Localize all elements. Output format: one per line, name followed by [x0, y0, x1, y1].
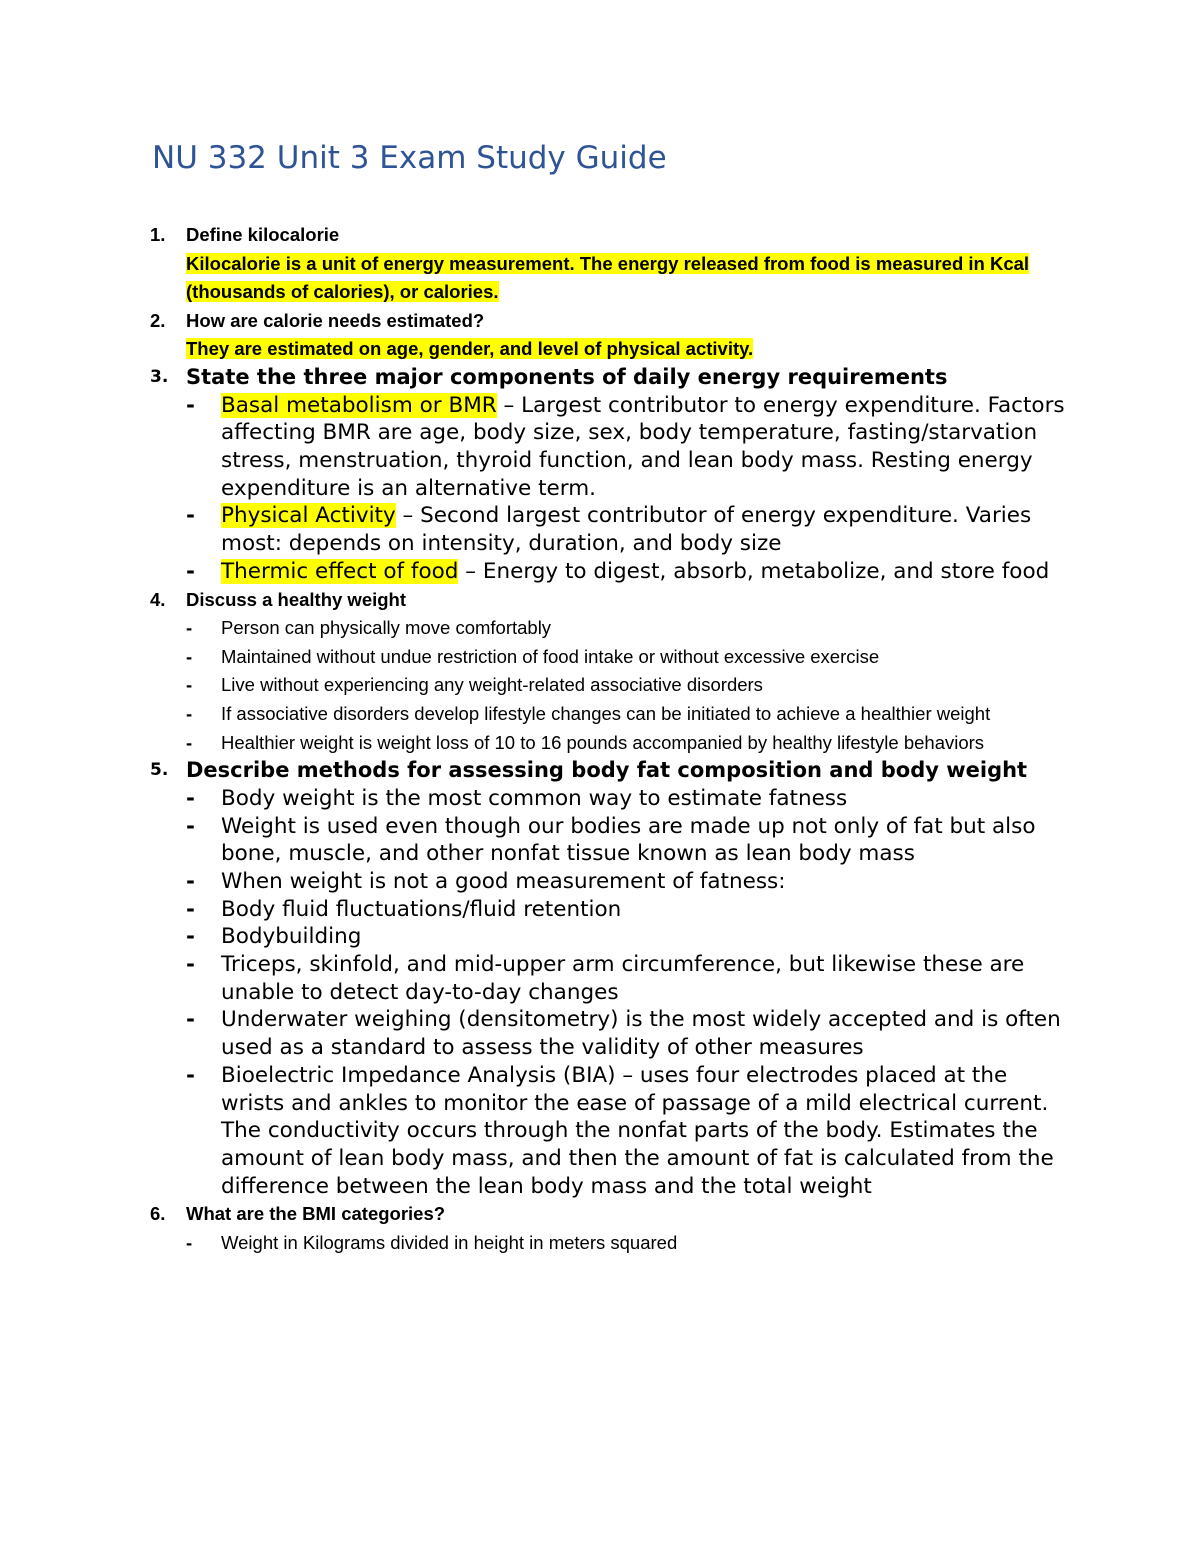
- question-number: 4.: [150, 588, 166, 610]
- item-text: When weight is not a good measurement of fatness:: [221, 868, 786, 894]
- bullet-dash: -: [186, 702, 193, 724]
- answer-text: [186, 335, 1071, 364]
- question-number: 6.: [150, 1203, 166, 1225]
- item-text: Healthier weight is weight loss of 10 to 16 pounds accompanied by healthy lifestyle behaviors: [221, 731, 985, 753]
- bullet-dash: -: [186, 674, 193, 696]
- bullet-dash: -: [186, 1062, 195, 1088]
- question-5: [146, 757, 1071, 1200]
- item-text: Maintained without undue restriction of food intake or without excessive exercise: [221, 645, 880, 667]
- item-text: Triceps, skinfold, and mid-upper arm circumference, but likewise these are unable to detect day-to-day changes: [221, 952, 1025, 1005]
- list-item: [186, 700, 1071, 729]
- question-text: Discuss a healthy weight: [186, 588, 407, 610]
- bullet-list: [186, 1229, 1071, 1258]
- bullet-list: [186, 392, 1071, 586]
- question-1: [146, 221, 1071, 307]
- item-text: If associative disorders develop lifestyle changes can be initiated to achieve a healthier weight: [221, 702, 991, 724]
- question-text: Describe methods for assessing body fat composition and body weight: [186, 758, 1028, 783]
- bullet-dash: -: [186, 1232, 193, 1253]
- item-text: Person can physically move comfortably: [221, 617, 552, 639]
- bullet-list: [186, 614, 1071, 757]
- item-text: – Largest contributor to energy expenditure. Factors affecting BMR are age, body size, sex, body temperature, fasting/starvation stress, menstruation, thyroid function, and lean body mass. Resting energy expenditure is an alternative term.: [221, 392, 1065, 501]
- bullet-dash: -: [186, 731, 193, 753]
- question-2: [146, 307, 1071, 364]
- item-text: Underwater weighing (densitometry) is the most widely accepted and is often used as a standard to assess the validity of other measures: [221, 1007, 1061, 1061]
- item-text: Body weight is the most common way to estimate fatness: [221, 785, 848, 811]
- bullet-dash: -: [186, 645, 193, 667]
- question-text: What are the BMI categories?: [186, 1203, 446, 1225]
- bullet-list: [186, 785, 1071, 1201]
- list-item: [186, 502, 1071, 557]
- bullet-dash: -: [186, 1007, 195, 1033]
- list-item: [186, 923, 1071, 951]
- item-text: Bioelectric Impedance Analysis (BIA) – uses four electrodes placed at the wrists and ankles to monitor the ease of passage of a mild electrical current. The conductivity occurs through the nonfat parts of the body. Estimates the amount of lean body mass, and then the amount of fat is calculated from the difference between the lean body mass and the total weight: [221, 1062, 1054, 1199]
- bullet-dash: -: [186, 868, 195, 894]
- highlighted-answer: Kilocalorie is a unit of energy measurement. The energy released from food is measured in Kcal (thousands of calories), or calories.: [186, 252, 1030, 303]
- item-text: Body fluid fluctuations/fluid retention: [221, 896, 622, 922]
- highlighted-term: Physical Activity: [221, 503, 396, 529]
- question-3: [146, 364, 1071, 586]
- list-item: [186, 729, 1071, 758]
- page-title: NU 332 Unit 3 Exam Study Guide: [152, 140, 667, 176]
- item-text: – Energy to digest, absorb, metabolize, and store food: [458, 558, 1050, 584]
- list-item: [186, 1229, 1071, 1258]
- highlighted-answer: They are estimated on age, gender, and level of physical activity.: [186, 338, 754, 360]
- item-text: Weight in Kilograms divided in height in meters squared: [221, 1232, 678, 1253]
- item-text: Live without experiencing any weight-related associative disorders: [221, 674, 763, 696]
- list-item: [186, 392, 1071, 503]
- list-item: [186, 896, 1071, 924]
- bullet-dash: -: [186, 952, 195, 978]
- list-item: [186, 868, 1071, 896]
- bullet-dash: -: [186, 813, 195, 839]
- list-item: [186, 785, 1071, 813]
- list-item: [186, 1062, 1071, 1201]
- list-item: [186, 614, 1071, 643]
- question-text: Define kilocalorie: [186, 224, 340, 245]
- bullet-dash: -: [186, 896, 195, 922]
- question-number: 3.: [150, 366, 169, 387]
- answer-text: [186, 250, 1071, 307]
- bullet-dash: -: [186, 785, 195, 811]
- question-4: [146, 586, 1071, 758]
- question-number: 5.: [150, 760, 169, 781]
- highlighted-term: Basal metabolism or BMR: [221, 392, 497, 418]
- item-text: Bodybuilding: [221, 924, 362, 950]
- bullet-dash: -: [186, 503, 195, 529]
- list-item: [186, 671, 1071, 700]
- highlighted-term: Thermic effect of food: [221, 558, 459, 584]
- list-item: [186, 643, 1071, 672]
- list-item: [186, 813, 1071, 868]
- question-text: State the three major components of daily energy requirements: [186, 364, 948, 389]
- item-text: – Second largest contributor of energy expenditure. Varies most: depends on intensity, duration, and body size: [221, 503, 1032, 557]
- bullet-dash: -: [186, 924, 195, 950]
- bullet-dash: -: [186, 617, 193, 639]
- question-number: 2.: [150, 309, 166, 331]
- bullet-dash: -: [186, 392, 195, 418]
- bullet-dash: -: [186, 558, 195, 584]
- question-text: How are calorie needs estimated?: [186, 309, 485, 331]
- question-list: [146, 221, 1071, 1258]
- list-item: [186, 1006, 1071, 1061]
- question-number: 1.: [150, 224, 166, 245]
- item-text: Weight is used even though our bodies are made up not only of fat but also bone, muscle, and other nonfat tissue known as lean body mass: [221, 813, 1036, 867]
- question-6: [146, 1200, 1071, 1257]
- list-item: [186, 951, 1071, 1006]
- list-item: [186, 558, 1071, 586]
